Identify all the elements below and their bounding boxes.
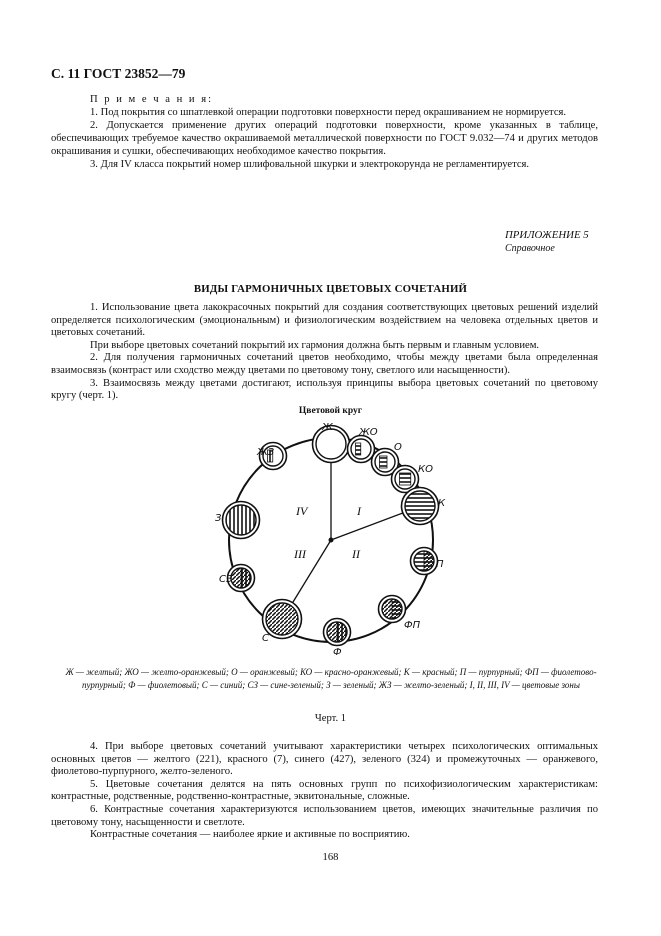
paragraph: 4. При выборе цветовых сочетаний учитывают характеристики четырех психологических оптимальных основных цветов — желтого (221), красного (7), синего (427), зеленого (324) и промежуточных — оранжевого, фиолетово-пурпурного, желто-зеленого.: [51, 741, 598, 778]
color-code-label: З: [215, 513, 222, 524]
appendix-label: [505, 229, 589, 255]
color-code-label: Ж: [322, 422, 333, 433]
paragraph: 5. Цветовые сочетания делятся на пять основных групп по психофизиологическим характеристикам: контрастные, родственные, родственно-контрастные, эквитональные, сложные.: [51, 778, 598, 803]
body-text-bottom: [51, 741, 598, 842]
zone-label: III: [294, 547, 306, 561]
color-code-label: П: [436, 559, 444, 570]
note-item-2: 2. Допускается применение других операций подготовки поверхности, кроме указанных в таблице, обеспечивающих требуемое качество окрашиваемой металлической поверхности по ГОСТ 9.032—74 и других методов окрашивания и сушки, обеспечивающих необходимое качество покрытия.: [51, 120, 598, 157]
paragraph: При выборе цветовых сочетаний покрытий их гармония должна быть первым и главным условием.: [90, 339, 540, 351]
figure-title: Цветовой круг: [298, 406, 363, 416]
color-wheel-figure: [195, 415, 465, 660]
note-item-1: 1. Под покрытия со шпатлевкой операции подготовки поверхности перед окрашиванием не нормируется.: [90, 107, 567, 118]
appendix-kind: Справочное: [505, 243, 555, 254]
color-code-label: ЖО: [359, 427, 378, 438]
page-number: 168: [322, 852, 339, 863]
color-code-label: КО: [418, 464, 433, 475]
appendix-number: ПРИЛОЖЕНИЕ 5: [505, 229, 589, 241]
figure-legend: Ж — желтый; ЖО — желто-оранжевый; О — оранжевый; КО — красно-оранжевый; К — красный; П — пурпурный; ФП — фиолетово-пурпурный; Ф — фиолетовый; С — синий; СЗ — сине-зеленый; З — зеленый; ЖЗ — желто-зеленый; I, II, III, IV — цветовые зоны: [65, 667, 597, 690]
paragraph: 1. Использование цвета лакокрасочных покрытий для создания соответствующих цветовых решений изделий определяется психологическим (эмоциональным) и физиологическим воздействием на человека отдельных цветов и цветовых сочетаний.: [51, 302, 598, 339]
color-code-label: С: [262, 633, 269, 644]
color-code-label: Ф: [333, 647, 342, 658]
section-title: ВИДЫ ГАРМОНИЧНЫХ ЦВЕТОВЫХ СОЧЕТАНИЙ: [193, 283, 468, 295]
color-code-label: О: [394, 442, 402, 453]
color-swatch: [313, 422, 350, 463]
color-swatch: [402, 488, 447, 525]
notes-block: [51, 93, 598, 171]
zone-label: II: [352, 547, 360, 561]
body-text-top: [51, 302, 598, 403]
color-code-label: К: [438, 498, 446, 509]
color-swatch: [215, 502, 260, 539]
paragraph: 2. Для получения гармоничных сочетаний цветов необходимо, чтобы между цветами была определенная взаимосвязь (контраст или сходство между цветами по цветовому тону, светлого или насыщенности).: [51, 352, 598, 376]
color-code-label: ЖЗ: [257, 447, 275, 458]
figure-caption: Черт. 1: [314, 713, 347, 724]
zone-label: IV: [296, 504, 308, 518]
paragraph: 3. Взаимосвязь между цветами достигают, используя принципы выбора цветовых сочетаний по цветовому кругу (черт. 1).: [51, 377, 598, 402]
note-item-3: 3. Для IV класса покрытий номер шлифовальной шкурки и электрокорунда не регламентируется.: [90, 159, 530, 170]
notes-title: П р и м е ч а н и я:: [90, 94, 214, 105]
paragraph: 6. Контрастные сочетания характеризуются использованием цветов, имеющих значительные различия по цветовому тону, насыщенности и светлоте.: [51, 803, 598, 828]
zone-label: I: [357, 504, 361, 518]
color-swatch: [324, 619, 351, 659]
color-swatch: [411, 548, 445, 575]
paragraph: Контрастные сочетания — наиболее яркие и активные по восприятию.: [90, 829, 410, 841]
color-code-label: СЗ: [219, 574, 233, 585]
color-swatch: [262, 600, 302, 645]
color-swatch: [219, 565, 255, 592]
page-header: С. 11 ГОСТ 23852—79: [51, 66, 186, 81]
color-code-label: ФП: [404, 620, 421, 631]
